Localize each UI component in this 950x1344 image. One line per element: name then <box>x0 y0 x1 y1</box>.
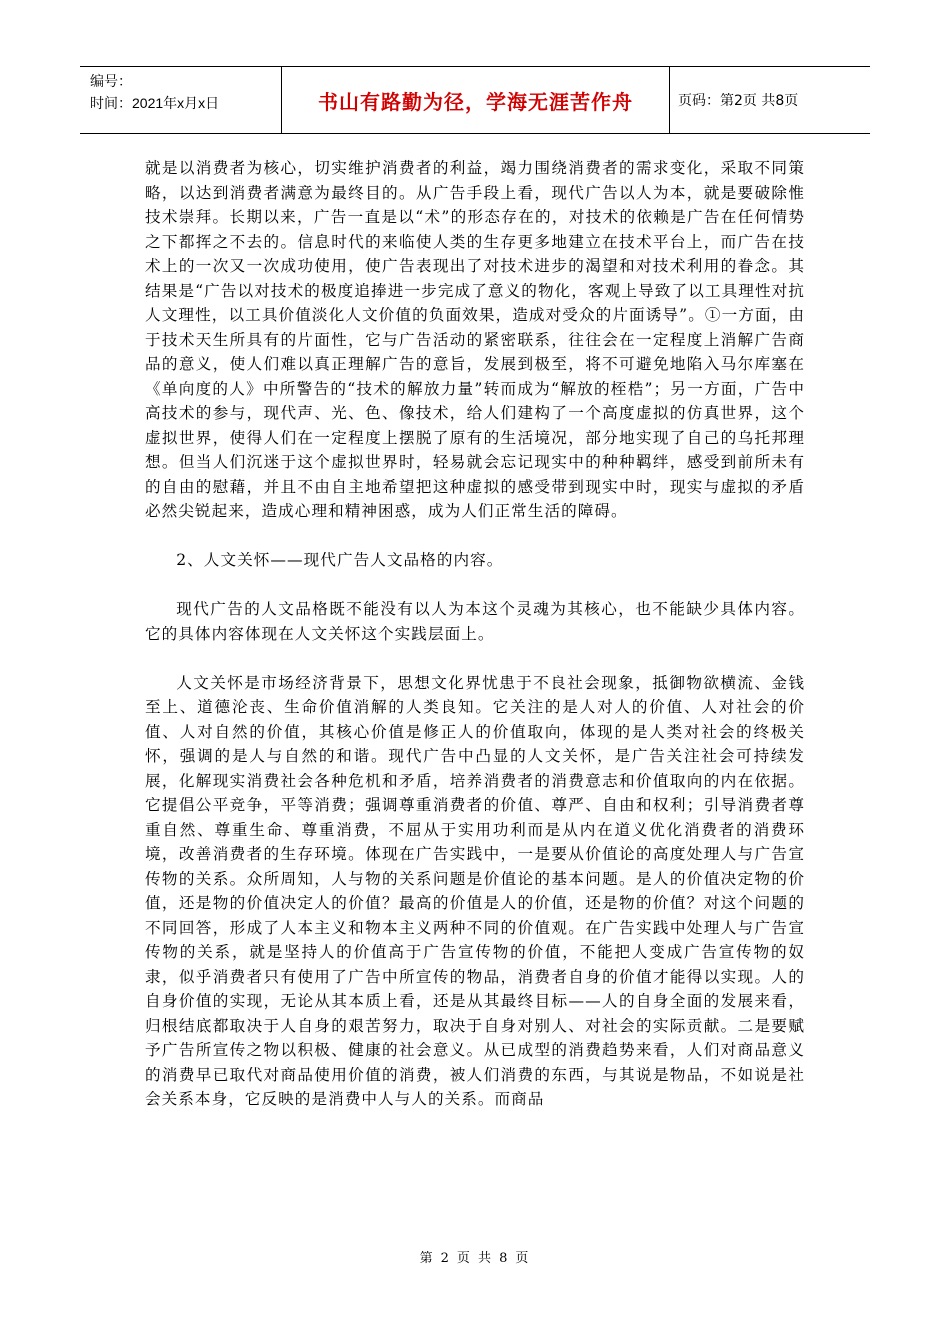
footer-middle: 页 共 <box>456 1251 494 1266</box>
document-date: 时间：2021年x月x日 <box>90 95 220 111</box>
header-motto: 书山有路勤为径，学海无涯苦作舟 <box>282 67 670 133</box>
document-number-label: 编号： <box>90 73 132 89</box>
section-heading: 2、人文关怀——现代广告人文品格的内容。 <box>176 551 504 569</box>
page-header <box>80 66 870 134</box>
document-body <box>145 156 805 1136</box>
footer-page-number: 2 <box>440 1251 451 1266</box>
header-meta <box>80 67 282 133</box>
page-footer <box>0 1247 950 1266</box>
body-paragraph: 人文关怀是市场经济背景下，思想文化界忧患于不良社会现象，抵御物欲横流、金钱至上、道德沦丧、生命价值消解的人类良知。它关注的是人对人的价值、人对社会的价值、人对自然的价值，其核心价值是修正人的价值取向，体现的是人类对社会的终极关怀，强调的是人与自然的和谐。现代广告中凸显的人文关怀，是广告关注社会可持续发展，化解现实消费社会各种危机和矛盾，培养消费者的消费意志和价值取向的内在依据。它提倡公平竞争，平等消费；强调尊重消费者的价值、尊严、自由和权利；引导消费者尊重自然、尊重生命、尊重消费，不屈从于实用功利而是从内在道义优化消费者的消费环境，改善消费者的生存环境。体现在广告实践中，一是要从价值论的高度处理人与广告宣传物的关系。众所周知，人与物的关系问题是价值论的基本问题。是人的价值决定物的价值，还是物的价值决定人的价值？最高的价值是人的价值，还是物的价值？对这个问题的不同回答，形成了人本主义和物本主义两种不同的价值观。在广告实践中处理人与广告宣传物的关系，就是坚持人的价值高于广告宣传物的价值，不能把人变成广告宣传物的奴隶，似乎消费者只有使用了广告中所宣传的物品，消费者自身的价值才能得以实现。人的自身价值的实现，无论从其本质上看，还是从其最终目标——人的自身全面的发展来看，归根结底都取决于人自身的艰苦努力，取决于自身对别人、对社会的实际贡献。二是要赋予广告所宣传之物以积极、健康的社会意义。从已成型的消费趋势来看，人们对商品意义的消费早已取代对商品使用价值的消费，被人们消费的东西，与其说是物品，不如说是社会关系本身，它反映的是消费中人与人的关系。而商品 <box>145 673 805 1108</box>
footer-prefix: 第 <box>419 1251 435 1266</box>
footer-suffix: 页 <box>515 1251 531 1266</box>
body-paragraph: 现代广告的人文品格既不能没有以人为本这个灵魂为其核心，也不能缺少具体内容。它的具体内容体现在人文关怀这个实践层面上。 <box>145 600 805 643</box>
body-paragraph-continued: 就是以消费者为核心，切实维护消费者的利益，竭力围绕消费者的需求变化，采取不同策略，以达到消费者满意为最终目的。从广告手段上看，现代广告以人为本，就是要破除惟技术崇拜。长期以来，广告一直是以“术”的形态存在的，对技术的依赖是广告在任何情势之下都挥之不去的。信息时代的来临使人类的生存更多地建立在技术平台上，而广告在技术上的一次又一次成功使用，使广告表现出了对技术进步的渴望和对技术利用的眷念。其结果是“广告以对技术的极度追捧进一步完成了意义的物化，客观上导致了以工具理性对抗人文理性，以工具价值淡化人文价值的负面效果，造成对受众的片面诱导”。①一方面，由于技术天生所具有的片面性，它与广告活动的紧密联系，往往会在一定程度上消解广告商品的意义，使人们难以真正理解广告的意旨，发展到极至，将不可避免地陷入马尔库塞在《单向度的人》中所警告的“技术的解放力量”转而成为“解放的桎梏”；另一方面，广告中高技术的参与，现代声、光、色、像技术，给人们建构了一个高度虚拟的仿真世界，这个虚拟世界，使得人们在一定程度上摆脱了原有的生活境况，部分地实现了自己的乌托邦理想。但当人们沉迷于这个虚拟世界时，轻易就会忘记现实中的种种羁绊，感受到前所未有的自由的慰藉，并且不由自主地希望把这种虚拟的感受带到现实中时，现实与虚拟的矛盾必然尖锐起来，造成心理和精神困惑，成为人们正常生活的障碍。 <box>145 159 805 520</box>
footer-total-pages: 8 <box>499 1251 510 1266</box>
header-page-info: 页码：第2页 共8页 <box>678 93 799 109</box>
